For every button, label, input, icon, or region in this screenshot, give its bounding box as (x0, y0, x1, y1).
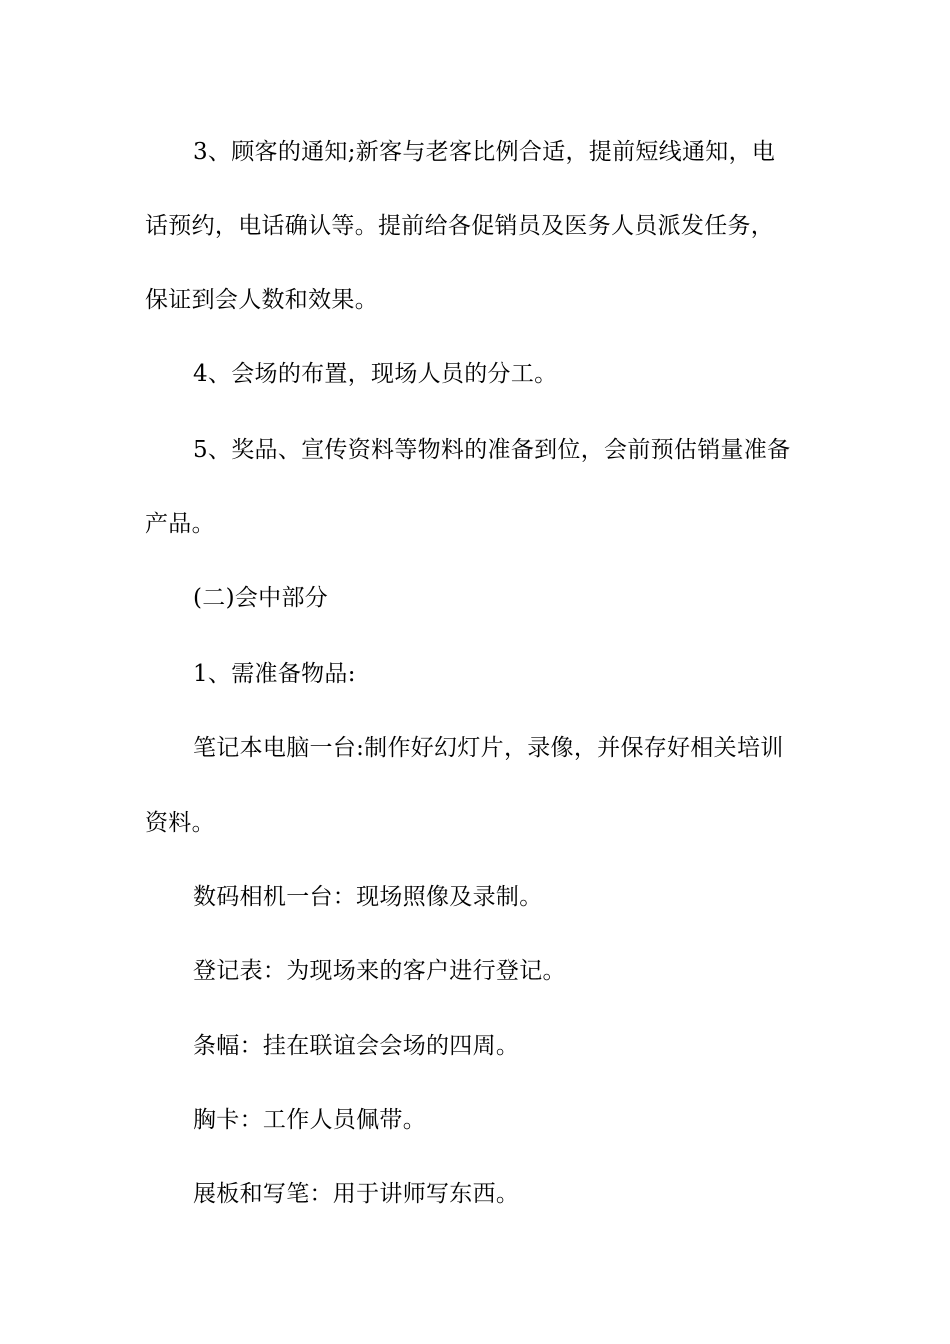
paragraph-line: 资料。 (145, 810, 215, 836)
paragraph-line: 话预约，电话确认等。提前给各促销员及医务人员派发任务， (145, 213, 775, 239)
paragraph-line: 5、奖品、宣传资料等物料的准备到位，会前预估销量准备 (193, 437, 791, 463)
paragraph-line: 登记表：为现场来的客户进行登记。 (193, 958, 566, 984)
paragraph-line: 1、需准备物品: (193, 661, 356, 687)
paragraph-line: 展板和写笔：用于讲师写东西。 (193, 1181, 520, 1207)
paragraph-line: 条幅：挂在联谊会会场的四周。 (193, 1033, 520, 1059)
paragraph-line: 3、顾客的通知;新客与老客比例合适，提前短线通知，电 (193, 139, 776, 165)
paragraph-line: 笔记本电脑一台:制作好幻灯片，录像，并保存好相关培训 (193, 735, 784, 761)
paragraph-line: 4、会场的布置，现场人员的分工。 (193, 361, 558, 387)
paragraph-line: 产品。 (145, 511, 215, 537)
paragraph-line: 数码相机一台：现场照像及录制。 (193, 884, 543, 910)
section-heading: (二)会中部分 (193, 585, 329, 611)
paragraph-line: 胸卡：工作人员佩带。 (193, 1107, 426, 1133)
paragraph-line: 保证到会人数和效果。 (145, 287, 378, 313)
